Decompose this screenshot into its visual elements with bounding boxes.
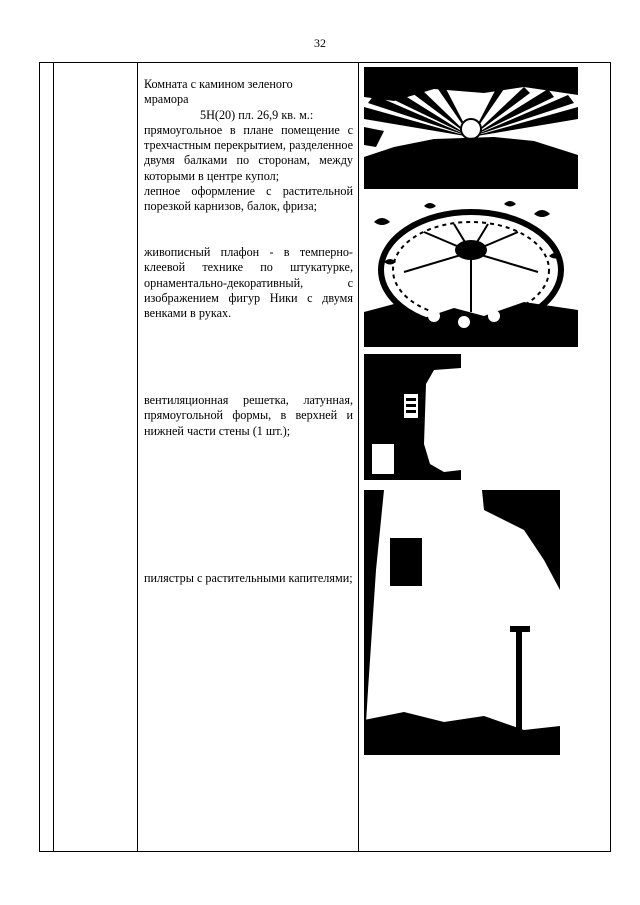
room-description <box>144 77 353 215</box>
ventilation-grille-text: вентиляционная решетка, латунная, прямоугольной формы, в верхней и нижней части стены (1 шт.); <box>144 393 353 438</box>
room-layout-text: прямоугольное в плане помещение с трехчастным перекрытием, разделенное двумя балками по сторонам, между которыми в центре купол; <box>144 122 353 183</box>
column-divider-3 <box>358 63 359 851</box>
room-heading-line-2: мрамора <box>144 92 189 107</box>
ventilation-grille-photo <box>364 354 461 480</box>
painted-plafond-photo <box>364 192 578 347</box>
plafond-text: живописный плафон - в темперно-клеевой технике по штукатурке, орнаментально-декоративный, с изображением фигур Ники с двумя венками в руках. <box>144 245 353 321</box>
room-heading <box>144 77 353 108</box>
page-number: 32 <box>314 36 326 50</box>
ceiling-dome-photo <box>364 67 578 189</box>
pilasters-text: пилястры с растительными капителями; <box>144 571 353 585</box>
pilaster-capital-photo <box>364 490 560 755</box>
room-heading-line-1: Комната с камином зеленого <box>144 77 293 91</box>
column-divider-1 <box>53 63 54 851</box>
stucco-text: лепное оформление с растительной порезкой карнизов, балок, фриза; <box>144 184 353 214</box>
column-divider-2 <box>137 63 138 851</box>
room-code: 5Н(20) пл. 26,9 кв. м.: <box>200 107 314 122</box>
